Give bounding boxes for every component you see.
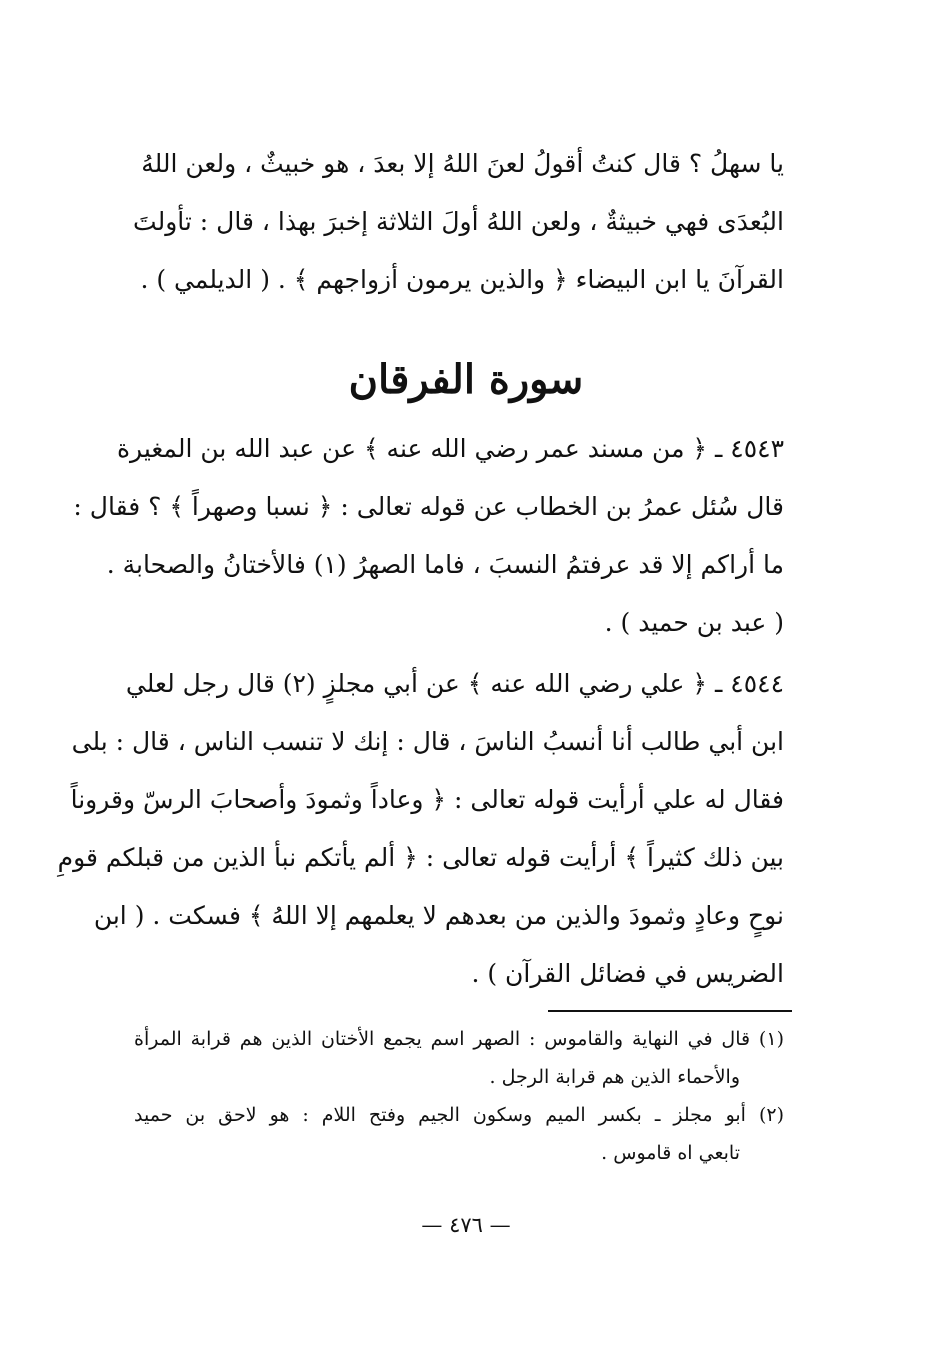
footnote-line: (١) قال في النهاية والقاموس : الصهر اسم يجمع الأختان الذين هم قرابة المرأة [134, 1028, 784, 1050]
footnote-divider [548, 1010, 792, 1012]
text-line: ابن أبي طالب أنا أنسبُ الناسَ ، قال : إنك لا تنسب الناس ، قال : بلى [71, 727, 784, 756]
footnote-2 [134, 1096, 784, 1172]
text-line: ٤٥٤٣ ـ ﴿ من مسند عمر رضي الله عنه ﴾ عن عبد الله بن المغيرة [116, 434, 784, 463]
footnote-line: تابعي اه قاموس . [601, 1142, 740, 1164]
text-line: البُعدَى فهي خبيثةٌ ، ولعن اللهُ أولَ الثلاثة إخبرَ بهذا ، قال : تأولتَ [133, 207, 784, 236]
footnotes [134, 1020, 784, 1172]
hadith-entry-4543 [73, 420, 784, 652]
text-line: الضريس في فضائل القرآن ) . [471, 959, 784, 988]
text-line: قال سُئل عمرُ بن الخطاب عن قوله تعالى : ﴿ نسبا وصهراً ﴾ ؟ فقال : [73, 492, 784, 521]
text-line: فقال له علي أرأيت قوله تعالى : ﴿ وعاداً وثمودَ وأصحابَ الرسّ وقروناً [70, 785, 784, 814]
intro-paragraph [133, 135, 784, 309]
footnote-line: والأحماء الذين هم قرابة الرجل . [489, 1066, 740, 1088]
text-line: ( عبد بن حميد ) . [604, 608, 784, 637]
hadith-entry-4544 [57, 655, 784, 1003]
page-number: — ٤٧٦ — [421, 1213, 511, 1237]
text-line: القرآنَ يا ابن البيضاء ﴿ والذين يرمون أزواجهم ﴾ . ( الديلمي ) . [140, 265, 784, 294]
text-line: نوحٍ وعادٍ وثمودَ والذين من بعدهم لا يعلمهم إلا اللهُ ﴾ فسكت . ( ابن [93, 901, 784, 930]
text-line: بين ذلك كثيراً ﴾ أرأيت قوله تعالى : ﴿ ألم يأتكم نبأ الذين من قبلكم قومِ [57, 843, 784, 872]
footnote-line: (٢) أبو مجلز ـ بكسر الميم وسكون الجيم وفتح اللام : هو لاحق بن حميد [134, 1104, 784, 1126]
footnote-1 [134, 1020, 784, 1096]
surah-heading: سورة الفرقان [348, 356, 584, 403]
text-line: ما أراكم إلا قد عرفتمُ النسبَ ، فاما الصهرُ (١) فالأختانُ والصحابة . [106, 550, 784, 579]
text-line: يا سهلُ ؟ قال كنتُ أقولُ لعنَ اللهُ إلا بعدَ ، هو خبيثٌ ، ولعن اللهُ [141, 149, 784, 178]
text-line: ٤٥٤٤ ـ ﴿ علي رضي الله عنه ﴾ عن أبي مجلزٍ (٢) قال رجل لعلي [125, 669, 784, 698]
